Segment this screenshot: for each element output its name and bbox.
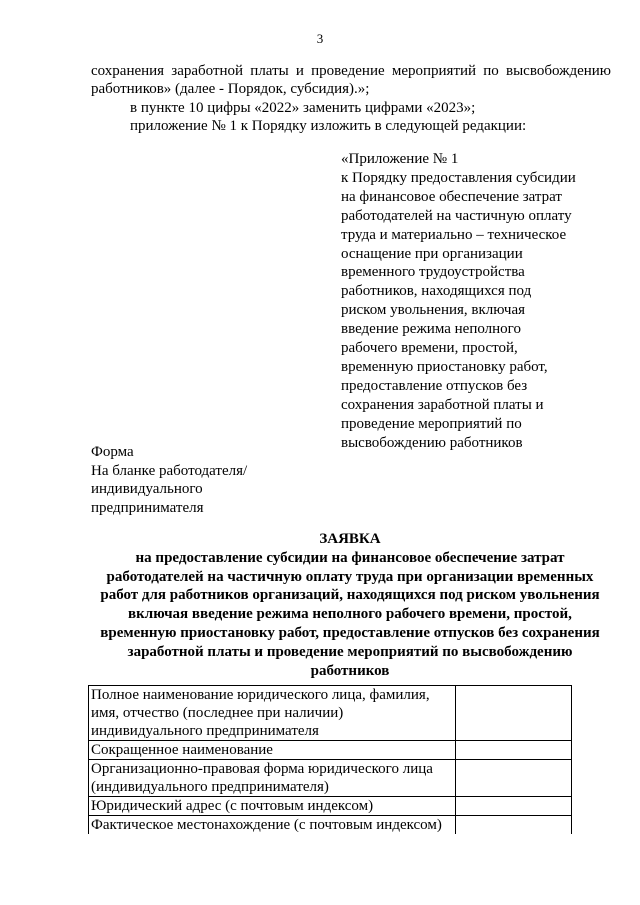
form-note-line: индивидуального — [91, 481, 203, 497]
appendix-line: высвобождению работников — [341, 434, 523, 451]
title-line: на предоставление субсидии на финансовое обеспечение затрат — [135, 549, 565, 566]
amendment-item: в пункте 10 цифры «2022» заменить цифрами «2023»; — [130, 100, 476, 116]
appendix-line: временную приостановку работ, — [341, 358, 548, 375]
row-label — [89, 760, 456, 797]
page-number: 3 — [316, 31, 324, 46]
title-line: включая введение режима неполного рабочего времени, простой, — [128, 606, 572, 623]
appendix-line: сохранения заработной платы и — [341, 396, 544, 413]
row-value-cell[interactable] — [455, 816, 571, 835]
appendix-line: «Приложение № 1 — [341, 151, 459, 167]
title-line: заработной платы и проведение мероприятий по высвобождению — [127, 643, 573, 660]
table-row — [89, 816, 572, 835]
table-row — [89, 741, 572, 760]
form-note-block — [91, 443, 291, 517]
row-label-line: (индивидуального предпринимателя) — [91, 779, 329, 795]
appendix-line: проведение мероприятий по — [341, 415, 522, 432]
title-line: временную приостановку работ, предоставление отпусков без сохранения — [100, 624, 600, 641]
form-note-line: Форма — [91, 444, 134, 460]
appendix-heading-block — [341, 150, 601, 453]
appendix-line: рабочего времени, простой, — [341, 340, 518, 357]
intro-text-line: работников» (далее - Порядок, субсидия).»; — [91, 81, 370, 97]
table-row — [89, 797, 572, 816]
appendix-line: предоставление отпусков без — [341, 377, 528, 394]
row-label-line: Сокращенное наименование — [91, 742, 273, 758]
row-value-cell[interactable] — [455, 797, 571, 816]
appendix-line: введение режима неполного — [341, 321, 521, 338]
application-form-table — [88, 685, 572, 834]
amendment-item: приложение № 1 к Порядку изложить в следующей редакции: — [130, 118, 527, 134]
row-label-line: Полное наименование юридического лица, фамилия, — [91, 687, 430, 703]
appendix-line: труда и материально – техническое — [341, 226, 567, 243]
row-label-line: Фактическое местонахождение (с почтовым индексом) — [91, 817, 442, 833]
row-label-line: индивидуального предпринимателя — [91, 723, 319, 739]
title-line: работодателей на частичную оплату труда при организации временных — [106, 568, 594, 585]
row-label — [89, 797, 456, 816]
table-row — [89, 760, 572, 797]
row-label — [89, 686, 456, 741]
title-heading: ЗАЯВКА — [319, 531, 381, 547]
title-line: работников — [310, 662, 390, 679]
form-note-line: На бланке работодателя/ — [91, 462, 248, 479]
table-row — [89, 686, 572, 741]
appendix-line: оснащение при организации — [341, 245, 523, 262]
row-label-line: имя, отчество (последнее при наличии) — [91, 705, 344, 721]
row-label — [89, 816, 456, 835]
row-value-cell[interactable] — [455, 760, 571, 797]
appendix-line: к Порядку предоставления субсидии — [341, 169, 576, 186]
row-label-line: Организационно-правовая форма юридического лица — [91, 761, 433, 777]
form-note-line: предпринимателя — [91, 499, 204, 516]
row-value-cell[interactable] — [455, 686, 571, 741]
row-label-line: Юридический адрес (с почтовым индексом) — [91, 798, 374, 814]
intro-text-line: сохранения заработной платы и проведение мероприятий по высвобождению — [91, 63, 611, 79]
appendix-line: работников, находящихся под — [341, 283, 532, 300]
title-line: работ для работников организаций, находящихся под риском увольнения — [100, 587, 600, 604]
row-label — [89, 741, 456, 760]
row-value-cell[interactable] — [455, 741, 571, 760]
appendix-line: работодателей на частичную оплату — [341, 207, 572, 224]
appendix-line: риском увольнения, включая — [341, 302, 526, 319]
appendix-line: на финансовое обеспечение затрат — [341, 188, 562, 205]
application-title — [90, 530, 610, 680]
appendix-line: временного трудоустройства — [341, 264, 525, 281]
